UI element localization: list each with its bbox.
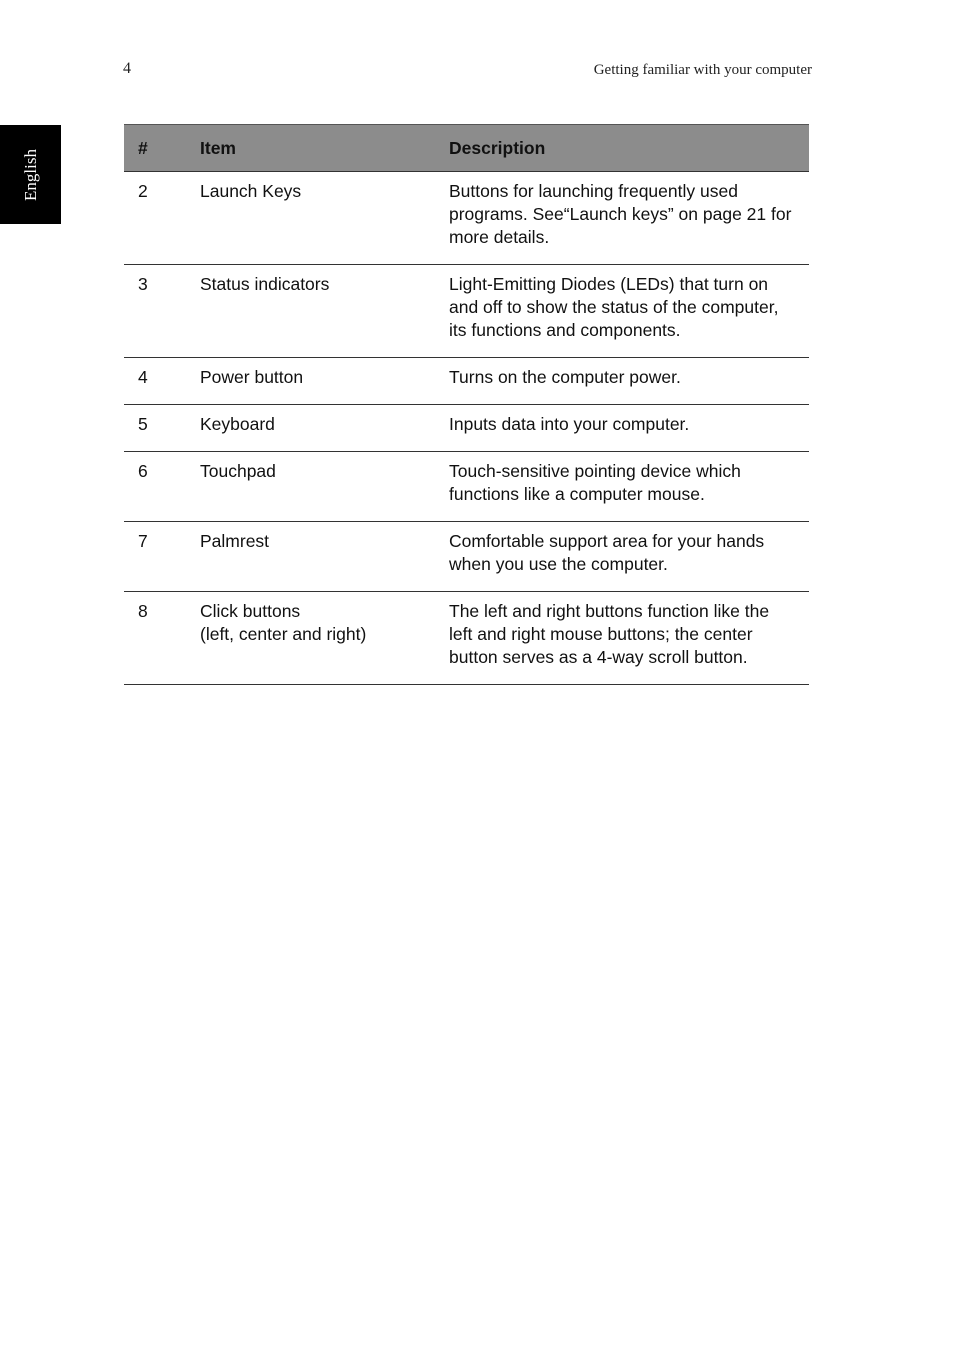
table-header-row [124,125,809,172]
row-number: 4 [124,358,186,405]
row-description: Touch-sensitive pointing device which functions like a computer mouse. [435,452,809,522]
row-item-line: Launch Keys [200,181,302,201]
table-row [124,358,809,405]
row-item-line: Power button [200,367,304,387]
column-header-description: Description [435,125,809,172]
row-item-line: Touchpad [200,461,276,481]
row-item [186,522,435,592]
row-item-line: (left, center and right) [200,624,367,644]
language-tab-label: English [20,148,40,201]
table-row [124,592,809,685]
row-number: 2 [124,172,186,265]
row-description: Light-Emitting Diodes (LEDs) that turn on and off to show the status of the computer, its functions and components. [435,265,809,358]
row-item [186,265,435,358]
table-row [124,452,809,522]
row-number: 3 [124,265,186,358]
row-number: 6 [124,452,186,522]
table-row [124,522,809,592]
row-item [186,592,435,685]
row-description: Inputs data into your computer. [435,405,809,452]
language-tab [0,125,61,224]
row-item-line: Keyboard [200,414,275,434]
table-row [124,172,809,265]
row-description: The left and right buttons function like the left and right mouse buttons; the center button serves as a 4-way scroll button. [435,592,809,685]
row-description: Buttons for launching frequently used programs. See“Launch keys” on page 21 for more details. [435,172,809,265]
row-number: 7 [124,522,186,592]
table-row [124,405,809,452]
column-header-number: # [124,125,186,172]
row-item [186,358,435,405]
row-item-line: Status indicators [200,274,330,294]
row-description: Comfortable support area for your hands when you use the computer. [435,522,809,592]
row-number: 5 [124,405,186,452]
table-row [124,265,809,358]
row-item-line: Palmrest [200,531,270,551]
page-number: 4 [123,60,131,77]
row-item [186,172,435,265]
column-header-item: Item [186,125,435,172]
running-header: Getting familiar with your computer [593,62,812,78]
row-number: 8 [124,592,186,685]
row-description: Turns on the computer power. [435,358,809,405]
row-item [186,405,435,452]
row-item-line: Click buttons [200,601,301,621]
row-item [186,452,435,522]
components-table [124,124,809,685]
